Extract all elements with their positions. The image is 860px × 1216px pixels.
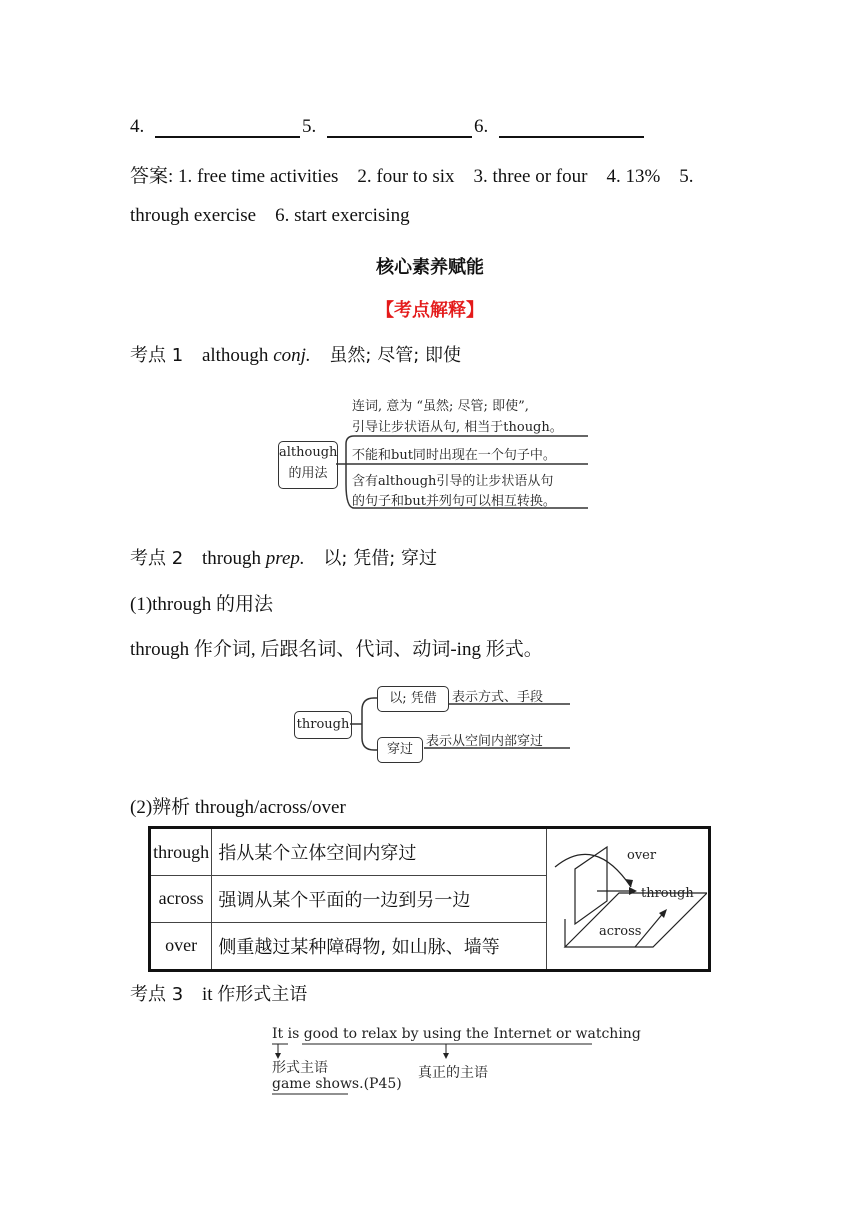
through-node1-box: 以; 凭借 xyxy=(377,686,449,712)
label-real-subject: 真正的主语 xyxy=(418,1065,488,1081)
point1-word: although xyxy=(201,345,269,366)
comparison-table xyxy=(148,826,711,972)
through-across-over-illustration xyxy=(547,829,707,964)
table-row xyxy=(150,828,710,876)
label-across: across xyxy=(599,924,642,939)
point2-meaning: 以; 凭借; 穿过 xyxy=(323,548,437,569)
although-branch3-line1: 含有although引导的让步状语从句 xyxy=(352,474,554,489)
blank-number-4: 4. xyxy=(130,116,145,137)
blank-number-6: 6. xyxy=(474,116,489,137)
section-title: 核心素养赋能 xyxy=(376,257,484,278)
although-root-line1: although xyxy=(279,445,338,460)
although-root-box xyxy=(278,441,338,489)
point2-sub1: (1)through 的用法 xyxy=(130,594,274,615)
label-formal-subject: 形式主语 xyxy=(272,1060,328,1076)
table-word-cell: through xyxy=(150,828,212,876)
point1-meaning: 虽然; 尽管; 即使 xyxy=(329,345,461,366)
point1-pos: conj. xyxy=(273,345,311,366)
point3-label: 考点 3 xyxy=(130,984,184,1005)
although-branch3-line2: 的句子和but并列句可以相互转换。 xyxy=(352,494,556,509)
point1-label: 考点 1 xyxy=(130,345,184,366)
although-branch1-line1: 连词, 意为 “虽然; 尽管; 即使”, xyxy=(352,399,529,414)
point3-heading xyxy=(130,980,307,1006)
table-desc-cell: 侧重越过某种障碍物, 如山脉、墙等 xyxy=(212,922,547,970)
blank-line-5[interactable] xyxy=(327,118,472,138)
table-desc-cell: 指从某个立体空间内穿过 xyxy=(212,828,547,876)
although-branch2: 不能和but同时出现在一个句子中。 xyxy=(352,448,556,463)
label-over: over xyxy=(627,848,657,863)
answer-line-2: through exercise 6. start exercising xyxy=(130,205,410,226)
blank-line-6[interactable] xyxy=(499,118,644,138)
table-desc-cell: 强调从某个平面的一边到另一边 xyxy=(212,876,547,923)
section-subtitle: 【考点解释】 xyxy=(376,300,484,321)
table-picture-cell xyxy=(547,828,710,971)
through-node1-desc: 表示方式、手段 xyxy=(452,690,544,705)
through-node2-box: 穿过 xyxy=(377,737,423,763)
point2-label: 考点 2 xyxy=(130,548,184,569)
label-through: through xyxy=(641,886,694,901)
answer-line-1: 答案: 1. free time activities 2. four to six 3. three or four 4. 13% 5. xyxy=(130,166,694,187)
point2-sub2: (2)辨析 through/across/over xyxy=(130,797,346,818)
example-line1: It is good to relax by using the Internet or watching xyxy=(272,1026,641,1042)
example-line2: game shows.(P45) xyxy=(272,1076,402,1092)
through-root-box: through xyxy=(294,711,352,739)
table-word-cell: over xyxy=(150,922,212,970)
point2-heading xyxy=(130,544,437,570)
through-node2-desc: 表示从空间内部穿过 xyxy=(426,734,544,749)
blank-line-4[interactable] xyxy=(155,118,300,138)
blanks-row xyxy=(130,116,646,138)
although-branch1-line2: 引导让步状语从句, 相当于though。 xyxy=(352,420,563,435)
blank-number-5: 5. xyxy=(302,116,317,137)
point3-meaning: 作形式主语 xyxy=(217,984,308,1005)
point1-heading xyxy=(130,341,461,367)
table-word-cell: across xyxy=(150,876,212,923)
point2-word: through xyxy=(201,548,262,569)
point2-pos: prep. xyxy=(265,548,305,569)
point2-usage: through 作介词, 后跟名词、代词、动词-ing 形式。 xyxy=(130,639,543,660)
point3-word: it xyxy=(201,984,213,1005)
although-root-line2: 的用法 xyxy=(288,466,328,481)
